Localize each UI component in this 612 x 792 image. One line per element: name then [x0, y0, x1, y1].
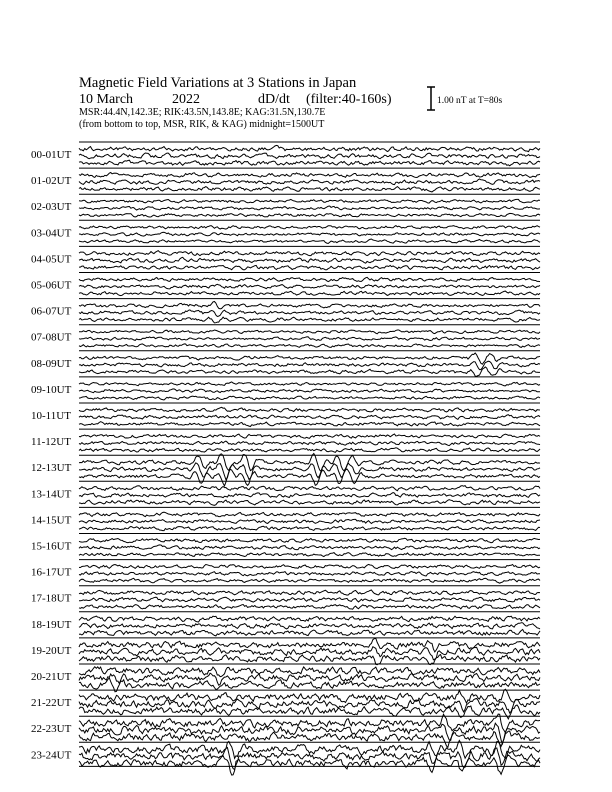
trace-kag [79, 407, 540, 412]
hour-label: 19-20UT [31, 644, 72, 657]
trace-msr [79, 731, 540, 747]
trace-kag [79, 454, 540, 472]
trace-kag [79, 616, 540, 622]
hour-label: 03-04UT [31, 227, 72, 240]
trace-kag [79, 173, 540, 178]
trace-kag [79, 434, 540, 438]
trace-rik [79, 597, 540, 602]
hour-label: 18-19UT [31, 618, 72, 631]
trace-rik [79, 441, 540, 446]
trace-kag [79, 251, 540, 256]
trace-kag [79, 741, 540, 759]
trace-msr [79, 705, 540, 719]
scale-bar [427, 87, 435, 110]
hour-label: 06-07UT [31, 305, 72, 318]
hour-label: 10-11UT [31, 410, 71, 422]
trace-kag [79, 538, 540, 542]
hour-label: 07-08UT [31, 331, 72, 344]
trace-kag [79, 226, 540, 230]
trace-kag [79, 590, 540, 595]
trace-msr [79, 422, 540, 427]
trace-rik [79, 493, 540, 498]
trace-kag [79, 302, 540, 309]
scale-label: 1.00 nT at T=80s [437, 96, 503, 106]
chart-header [79, 75, 502, 130]
hour-label: 04-05UT [31, 253, 72, 266]
trace-rik [79, 284, 540, 289]
trace-rik [79, 545, 540, 550]
trace-rik [79, 572, 540, 577]
trace-kag [79, 145, 540, 151]
trace-msr [79, 630, 540, 636]
hour-label: 14-15UT [31, 514, 72, 527]
trace-msr [79, 291, 540, 296]
hour-label: 02-03UT [31, 201, 72, 214]
trace-msr [79, 500, 540, 506]
hour-label: 11-12UT [31, 436, 71, 449]
trace-rik [79, 389, 540, 393]
trace-msr [79, 448, 540, 453]
trace-msr [79, 213, 540, 217]
trace-rik [79, 361, 540, 369]
trace-msr [79, 160, 540, 166]
hour-label: 08-09UT [31, 357, 72, 370]
trace-rik [79, 337, 540, 341]
trace-msr [79, 265, 540, 269]
trace-rik [79, 153, 540, 159]
trace-msr [79, 187, 540, 192]
hour-label: 22-23UT [31, 723, 72, 736]
trace-rik [79, 415, 540, 420]
stations-label: MSR:44.4N,142.3E; RIK:43.5N,143.8E; KAG:31.5N,130.7E [79, 107, 326, 118]
trace-rik [79, 310, 540, 317]
hour-label: 13-14UT [31, 488, 72, 501]
trace-rik [79, 519, 540, 523]
trace-msr [79, 578, 540, 583]
trace-kag [79, 486, 540, 491]
trace-kag [79, 199, 540, 203]
trace-rik [79, 179, 540, 185]
hour-label: 23-24UT [31, 749, 72, 762]
trace-rik [79, 257, 540, 263]
hour-label: 12-13UT [31, 462, 72, 475]
trace-msr [79, 526, 540, 530]
hour-label: 20-21UT [31, 671, 72, 683]
trace-msr [79, 655, 540, 665]
trace-kag [79, 564, 540, 568]
year-label: 2022 [172, 92, 200, 107]
hour-label: 21-22UT [31, 697, 72, 710]
trace-rik [79, 232, 540, 236]
filter-label: (filter:40-160s) [306, 92, 392, 107]
hour-label: 05-06UT [31, 279, 72, 292]
trace-msr [79, 553, 540, 557]
trace-msr [79, 239, 540, 244]
quantity-label: dD/dt [258, 92, 290, 107]
trace-msr [79, 367, 540, 376]
trace-kag [79, 330, 540, 334]
trace-kag [79, 353, 540, 364]
trace-msr [79, 396, 540, 400]
hour-label: 00-01UT [31, 149, 72, 161]
trace-rik [79, 723, 540, 744]
chart-title: Magnetic Field Variations at 3 Stations in Japan [79, 75, 357, 91]
trace-rik [79, 206, 540, 210]
trace-msr [79, 604, 540, 609]
hour-panels [31, 142, 540, 775]
trace-msr [79, 344, 540, 348]
hour-label: 17-18UT [31, 592, 72, 605]
hour-label: 01-02UT [31, 175, 72, 188]
trace-kag [79, 382, 540, 386]
station-order-label: (from bottom to top, MSR, RIK, & KAG) midnight=1500UT [79, 119, 325, 130]
trace-msr [79, 317, 540, 323]
trace-kag [79, 512, 540, 516]
date-label: 10 March [79, 92, 134, 107]
trace-msr [79, 755, 540, 775]
hour-label: 09-10UT [31, 383, 72, 396]
trace-rik [79, 623, 540, 629]
trace-kag [79, 277, 540, 281]
hour-label: 15-16UT [31, 540, 72, 553]
hour-label: 16-17UT [31, 566, 72, 579]
